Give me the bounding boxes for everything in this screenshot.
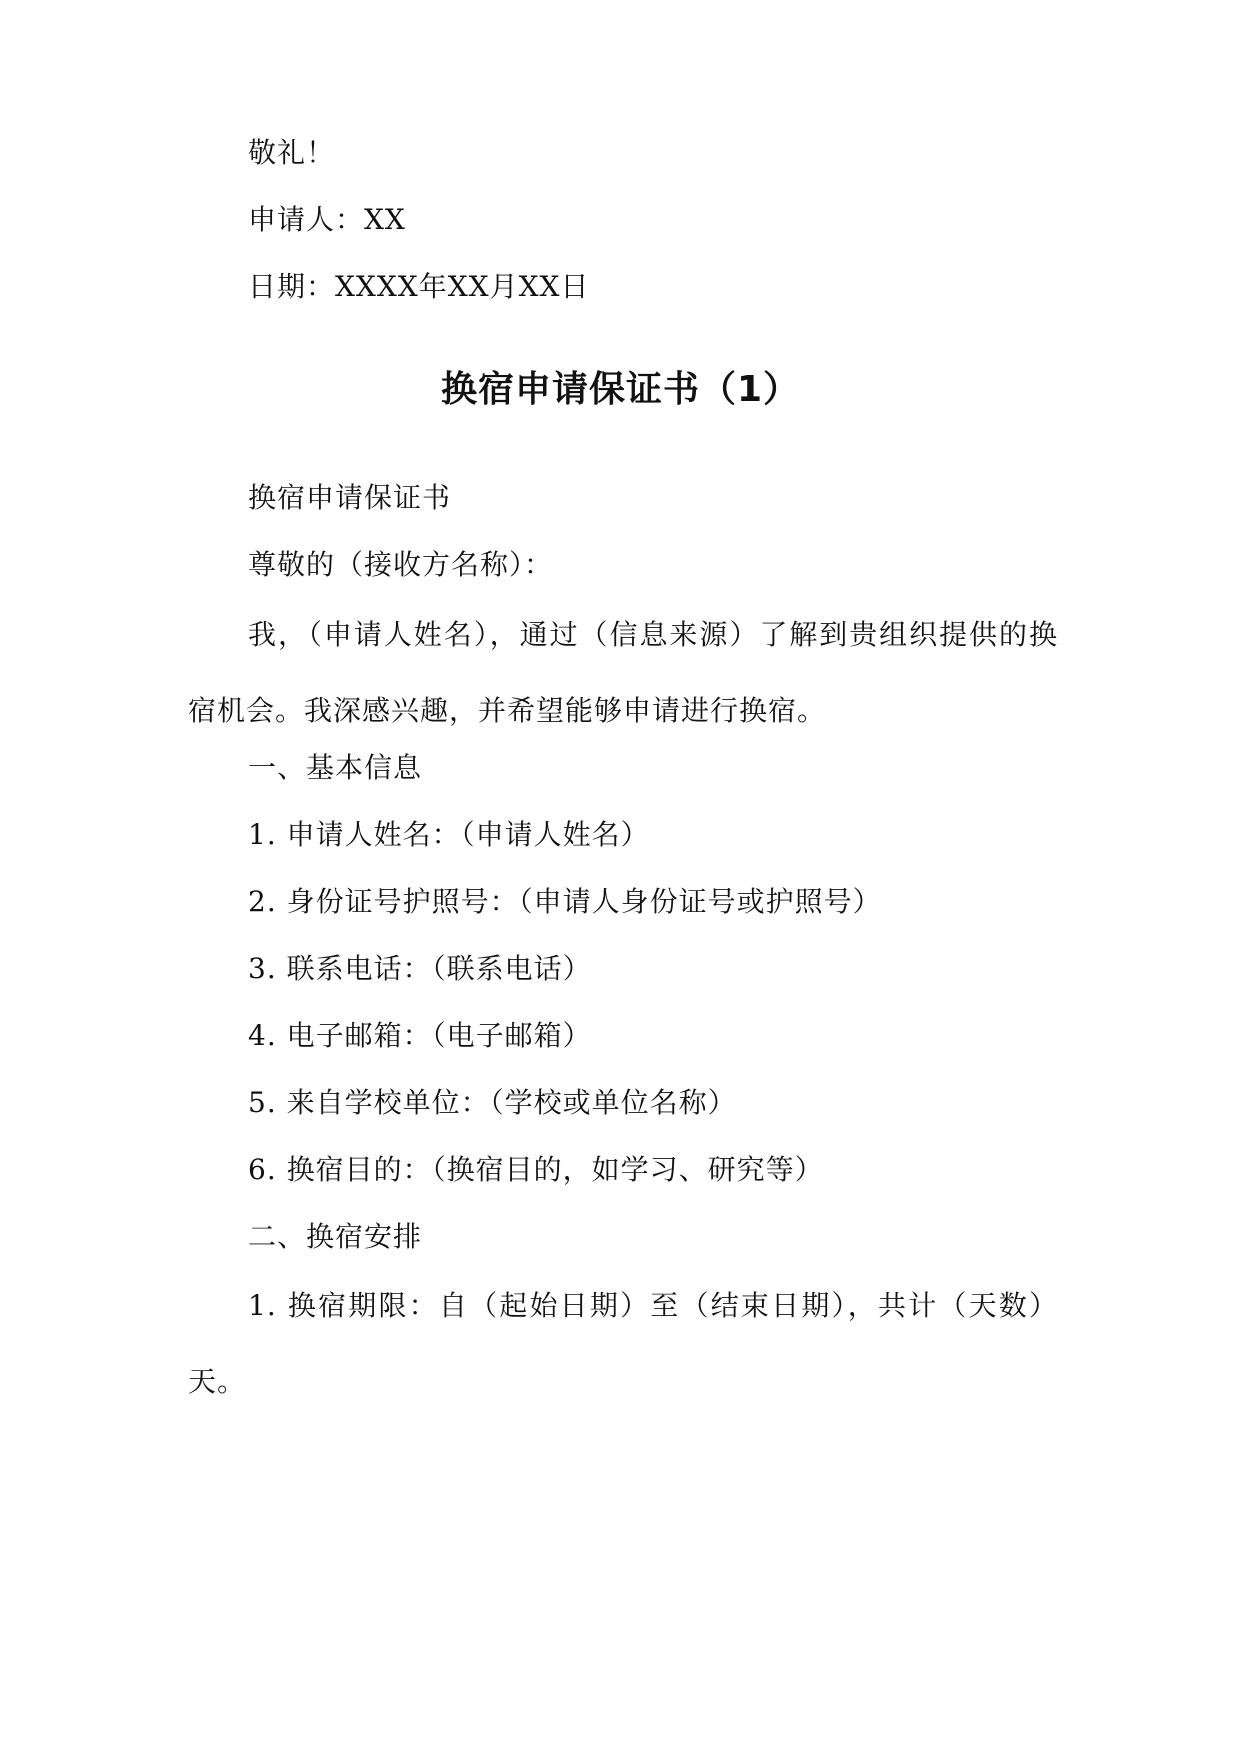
greeting: 尊敬的（接收方名称）： xyxy=(248,548,554,581)
section2-item: 1. 换宿期限：自（起始日期）至（结束日期），共计（天数）天。 xyxy=(188,1289,1058,1398)
list-item: 6. 换宿目的：（换宿目的，如学习、研究等） xyxy=(248,1153,824,1186)
closing-salutation: 敬礼！ xyxy=(248,136,336,169)
document-subtitle: 换宿申请保证书 xyxy=(248,481,452,514)
list-item: 3. 联系电话：（联系电话） xyxy=(248,952,592,985)
intro-paragraph: 我，（申请人姓名），通过（信息来源）了解到贵组织提供的换宿机会。我深感兴趣，并希望能够申请进行换宿。 xyxy=(188,618,1058,727)
section2-heading: 二、换宿安排 xyxy=(248,1220,423,1253)
applicant-signature: 申请人：XX xyxy=(248,203,406,236)
signature-date: 日期：XXXX年XX月XX日 xyxy=(248,270,590,303)
section1-heading: 一、基本信息 xyxy=(248,751,423,784)
list-item: 1. 申请人姓名：（申请人姓名） xyxy=(248,818,650,851)
list-item: 5. 来自学校单位：（学校或单位名称） xyxy=(248,1086,737,1119)
list-item: 4. 电子邮箱：（电子邮箱） xyxy=(248,1019,592,1052)
list-item: 2. 身份证号护照号：（申请人身份证号或护照号） xyxy=(248,885,882,918)
document-title: 换宿申请保证书（1） xyxy=(440,369,801,410)
